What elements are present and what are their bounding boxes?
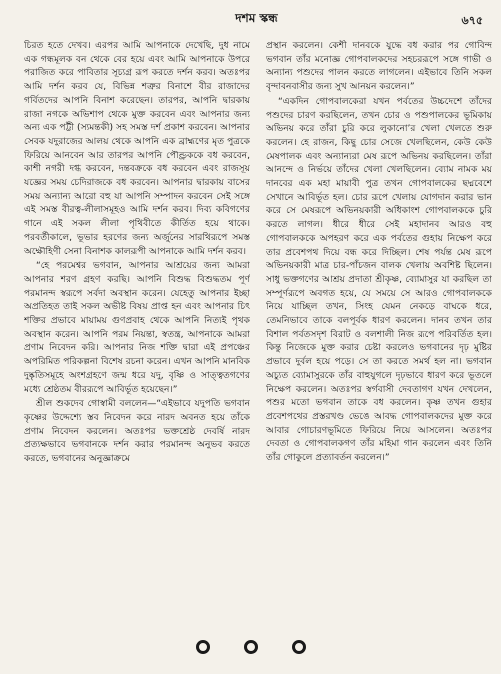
page-number: ৬৭৫ <box>461 14 483 27</box>
text-columns <box>24 40 492 624</box>
paragraph: চিরত হতে দেখব। এরপর আমি আপনাকে দেখেছি, দুধ নামে এক গন্ধমূলক বন থেকে বের হয়ে এবং আমি আপনাকে উপরে পরাজিত করে পাবিতার সূচ্যগ্র রূপ করতে দর্শন করব। অতঃপর আমি দর্শন করব যে, বিভিন্ন শত্রুর বিনাশে বীর রাজাদের গর্বিতদের আপনি বিনাশ করেছেন। তারপর, আপনি দ্বারকায় রাজা নগকে অভিশাপ থেকে মুক্ত করবেন এবং আপনার জন্য অন্য এক পট্টী (স্যমন্তকী) সহ সমস্ত দর্শ প্রকাশ করবেন। আপনার সেবক যদুরাজের আলয় থেকে আপনি এক ব্রাহ্মণের মৃত পুত্রকে ফিরিয়ে আনবেন আর তারপর আপনি পৌণ্ড্রককে বধ করবেন, কাশী নগরী দগ্ধ করবেন, দন্তবক্রকে বধ করবেন এবং রাজসূয় যজ্ঞের সময় চেদিরাজকে বধ করবেন। আপনার দ্বারকায় বাসের সময় অন্যান্য আরো বহু যা আপনি সম্পাদন করবেন সেই সঙ্গে এই সমস্ত বীরত্ব-লীলাসমূহও আমি দর্শন করব। দিব্য কবিগণের গানে এই সকল লীলা পৃথিবীতে কীর্তিত হয়ে থাকে। পরবর্তীকালে, ভূভার হরণের জন্য অর্জুনের সারথিরূপে সমস্ত অক্ষৌহিণী সেনা বিনাশক কালরূপী আপনাকে আমি দর্শন করব। <box>24 41 250 257</box>
left-column <box>24 40 250 624</box>
circle-ornament-icon <box>244 640 258 654</box>
footer-ornaments <box>0 640 501 660</box>
right-column <box>266 40 492 624</box>
paragraph: শ্রীল শুকদেব গোস্বামী বললেন—“এইভাবে যদুপতি ভগবান কৃষ্ণের উদ্দেশ্যে স্তব নিবেদন করে নারদ অবনত হয়ে তাঁকে প্রণাম নিবেদন করলেন। অতঃপর ভক্তশ্রেষ্ঠ দেবর্ষি নারদ প্রত্যক্ষভাবে ভগবানকে দর্শন করার পরমানন্দ অনুভব করতে করতে, ভগবানের অনুজ্ঞাক্রমে <box>24 399 250 465</box>
page-header <box>26 8 487 30</box>
paragraph: প্রস্থান করলেন। কেশী দানবকে যুদ্ধে বধ করার পর গোবিন্দ ভগবান তাঁর মনোজ্ঞ গোপবালকদের সহচররূপে সঙ্গে গাভী ও অন্যান্য পশুদের পালন করতে লাগলেন। এইভাবে তিনি সকল বৃন্দাবনবাসীর জন্য সুখ আনয়ন করলেন।” <box>266 41 492 93</box>
paragraph: “হে পরমেশ্বর ভগবান, আপনার আশ্রয়ের জন্য আমরা আপনার শরণ গ্রহণ করছি। আপনি বিশুদ্ধ বিশুদ্ধতম পূর্ণ পরমানন্দ স্বরূপে সর্বদা অবস্থান করেন। যেহেতু আপনার ইচ্ছা অপ্রতিহত তাই সকল অভীষ্ট বিষয় প্রাপ্ত হন এবং আপনার চিৎ শক্তির প্রভাবে মায়াময় গুণপ্রবাহ থেকে আপনি নিত্যই পৃথক অবস্থান করেন। আপনি পরম নিয়ন্তা, স্বতন্ত্র, আপনাকে আমরা প্রণাম নিবেদন করি। আপনার নিজ শক্তি দ্বারা এই প্রপঞ্চের অপরিমিত পরিকল্পনা বিশেষ রচনা করেন। এখন আপনি মানবিক দুষ্কৃতিসমূহে অংশগ্রহণে জন্ম ধরে যদু, বৃষ্ণি ও সাত্ত্বতগণের মধ্যে শ্রেষ্ঠতম বীররূপে আবির্ভূত হয়েছেন।” <box>24 261 250 395</box>
circle-ornament-icon <box>196 640 210 654</box>
paragraph: “একদিন গোপবালকেরা যখন পর্বতের উচ্চদেশে তাঁদের পশুদের চারণ করছিলেন, তখন চোর ও পশুপালকের ভূমিকায় অভিনয় করে তাঁরা চুরি করে লুকানো’র খেলা খেলতে শুরু করলেন। হে রাজন, কিছু চোর সেজে খেলছিলেন, কেউ কেউ মেষপালক এবং অন্যান্যরা মেষ রূপে অভিনয় করছিলেন। তাঁরা আনন্দে ও নির্ভয়ে তাঁদের খেলা খেলছিলেন। ব্যোম নামক ময় দানবের এক মহা মায়াবী পুত্র তখন গোপবালকের ছদ্মবেশে সেখানে আবির্ভূত হল। চোর রূপে খেলায় যোগদান করার ভান করে সে মেষরূপে অভিনয়কারী অধিকাংশ গোপবালককে চুরি করতে লাগল। ধীরে ধীরে সেই মহাদানব আরও বহু গোপবালককে অপহরণ করে এক পর্বতের গুহায় নিক্ষেপ করে তার প্রবেশপথ দিয়ে বন্ধ করে দিচ্ছিল। শেষ পর্যন্ত মেষ রূপে অভিনয়কারী মাত্র চার-পাঁচজন বালক খেলায় অবশিষ্ট ছিলেন। সাধু ভক্তগণের আশ্রয় প্রদাতা শ্রীকৃষ্ণ, ব্যোমাসুর যা করছিল তা সম্পূর্ণরূপে অবগত হয়ে, যে সময়ে সে আরও গোপবালককে নিয়ে যাচ্ছিল তখন, সিংহ যেমন নেকড়ে বাঘকে ধরে, তেমনিভাবে তাকে বলপূর্বক ধারণ করলেন। দানব তখন তার বিশাল পর্বতসদৃশ বিরাট ও বলশালী নিজ রূপে পরিবর্তিত হল। কিন্তু নিজেকে মুক্ত করার চেষ্টা করলেও ভগবানের দৃঢ় মুষ্টির প্রভাবে দুর্বল হয়ে পড়ে। সে তা করতে সমর্থ হল না। ভগবান অচ্যুত ব্যোমাসুরকে তাঁর বাহুযুগলে দৃঢ়ভাবে ধারণ করে ভূতলে নিক্ষেপ করলেন। অতঃপর স্বর্গবাসী দেবতাগণ যখন দেখলেন, পশুর মতো ভগবান তাকে বধ করলেন। কৃষ্ণ তখন গুহার প্রবেশপথের প্রস্তরখণ্ড ভেঙে আবদ্ধ গোপবালকদের মুক্ত করে আবার গোচারণভূমিতে ফিরিয়ে নিয়ে আসলেন। অতঃপর দেবতা ও গোপবালকগণ তাঁর মহিমা গান করলেন এবং তিনি তাঁর গোকুলে প্রত্যাবর্তন করলেন।” <box>266 96 492 464</box>
circle-ornament-icon <box>292 640 306 654</box>
chapter-title: দশম স্কন্ধ <box>235 11 278 25</box>
